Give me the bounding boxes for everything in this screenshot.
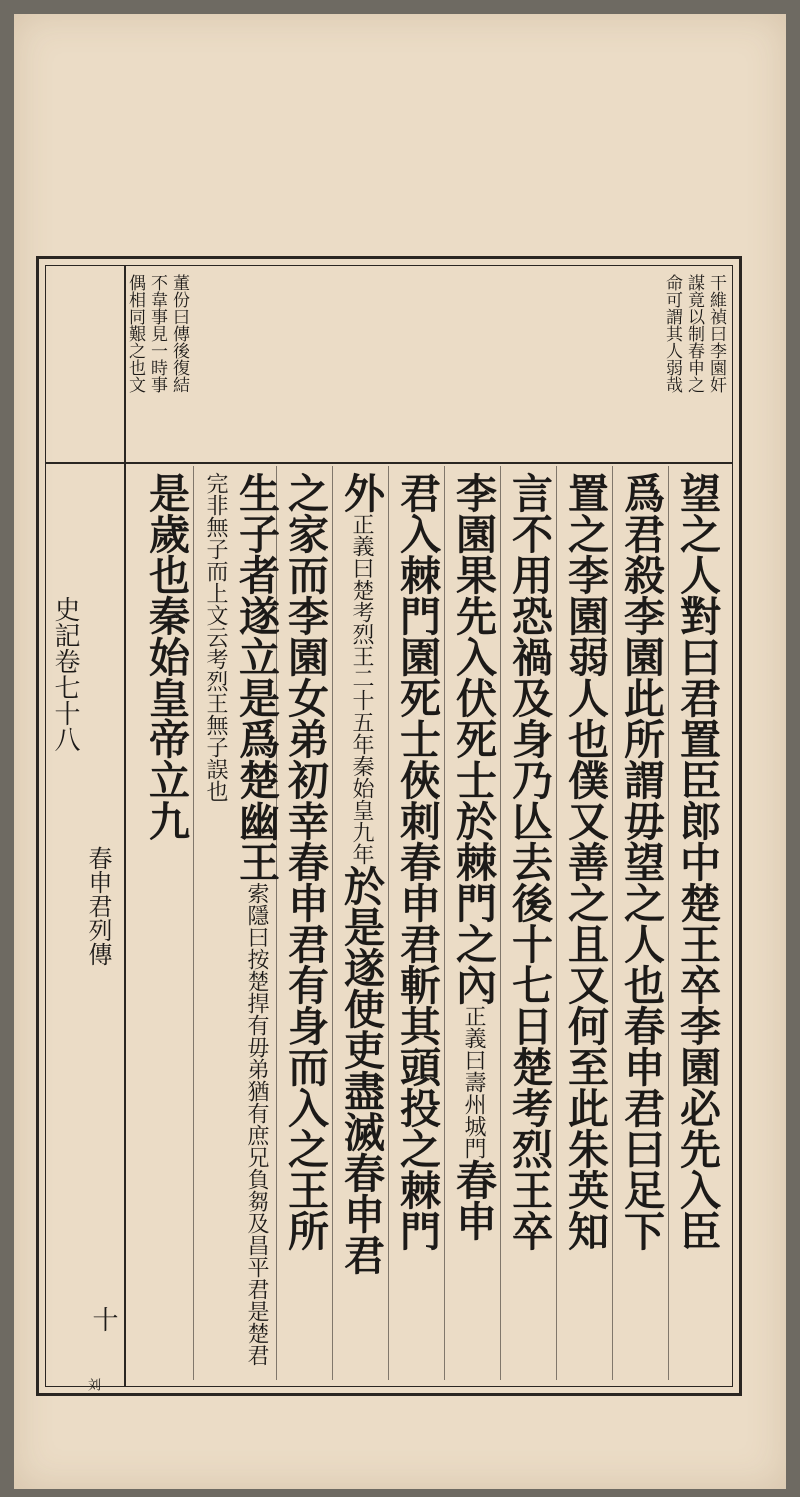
- fold-chapter-title: 春申君列傳: [84, 846, 112, 966]
- fold-carver-mark: 刘: [85, 1378, 100, 1391]
- column-note: 索隱曰按楚捍有毋弟猶有庶兄負芻及昌平君是楚君完非無子而上文云考烈王無子誤也: [203, 472, 269, 1366]
- text-column: [276, 466, 332, 1380]
- text-column: [668, 466, 724, 1380]
- frame-inner-border: [45, 265, 733, 1391]
- main-text-columns: [138, 466, 724, 1380]
- column-text: 李園果先入伏死士於棘門之內: [449, 472, 497, 1005]
- head-note-line: 命可謂其人弱哉: [662, 274, 682, 393]
- column-text: 爲君殺李園此所謂毋望之人也春申君曰足下: [617, 472, 665, 1251]
- column-note: 正義曰楚考烈王二十五年秦始皇九年: [349, 513, 374, 865]
- head-notes-right: [663, 274, 724, 460]
- column-text: 外: [337, 472, 385, 513]
- text-column: [556, 466, 612, 1380]
- head-note-divider: [46, 462, 732, 464]
- fold-column: [46, 266, 126, 1391]
- column-text: 生子者遂立是爲楚幽王: [232, 472, 280, 882]
- book-page: [14, 14, 786, 1489]
- text-column: [388, 466, 444, 1380]
- column-text-group: [337, 472, 385, 1380]
- text-column: [138, 466, 193, 1380]
- head-note-line: 謀竟以制春申之: [684, 274, 704, 393]
- head-note-line: 偶相同艱之也文: [125, 274, 145, 393]
- head-notes-left: [126, 274, 187, 460]
- head-note-line: 不韋事見一時事: [147, 274, 167, 393]
- column-text: 之家而李園女弟初幸春申君有身而入之王所: [281, 472, 329, 1251]
- text-column: [500, 466, 556, 1380]
- column-text-group: [449, 472, 497, 1380]
- column-text: 君入棘門園死士俠刺春申君斬其頭投之棘門: [393, 472, 441, 1251]
- printed-frame: [36, 256, 742, 1396]
- fold-book-title: 史記卷七十八: [50, 596, 80, 752]
- column-text: 是歲也秦始皇帝立九: [142, 472, 190, 841]
- head-note-line: 董份曰傳後復結: [169, 274, 189, 393]
- text-column: [332, 466, 388, 1380]
- fold-page-number: 十: [88, 1306, 118, 1332]
- column-text-tail: 春申: [449, 1159, 497, 1241]
- column-note: 正義曰壽州城門: [461, 1005, 486, 1159]
- text-column: [612, 466, 668, 1380]
- column-text-tail: 於是遂使吏盡滅春申君: [337, 865, 385, 1275]
- head-note-line: 干維禎曰李園奸: [706, 274, 726, 393]
- text-column: [193, 466, 280, 1380]
- column-text-group: [194, 472, 280, 1380]
- column-text: 望之人對曰君置臣郎中楚王卒李園必先入臣: [673, 472, 721, 1251]
- text-column: [444, 466, 500, 1380]
- column-text: 置之李園弱人也僕又善之且又何至此朱英知: [561, 472, 609, 1251]
- column-text: 言不用恐禍及身乃亾去後十七日楚考烈王卒: [505, 472, 553, 1251]
